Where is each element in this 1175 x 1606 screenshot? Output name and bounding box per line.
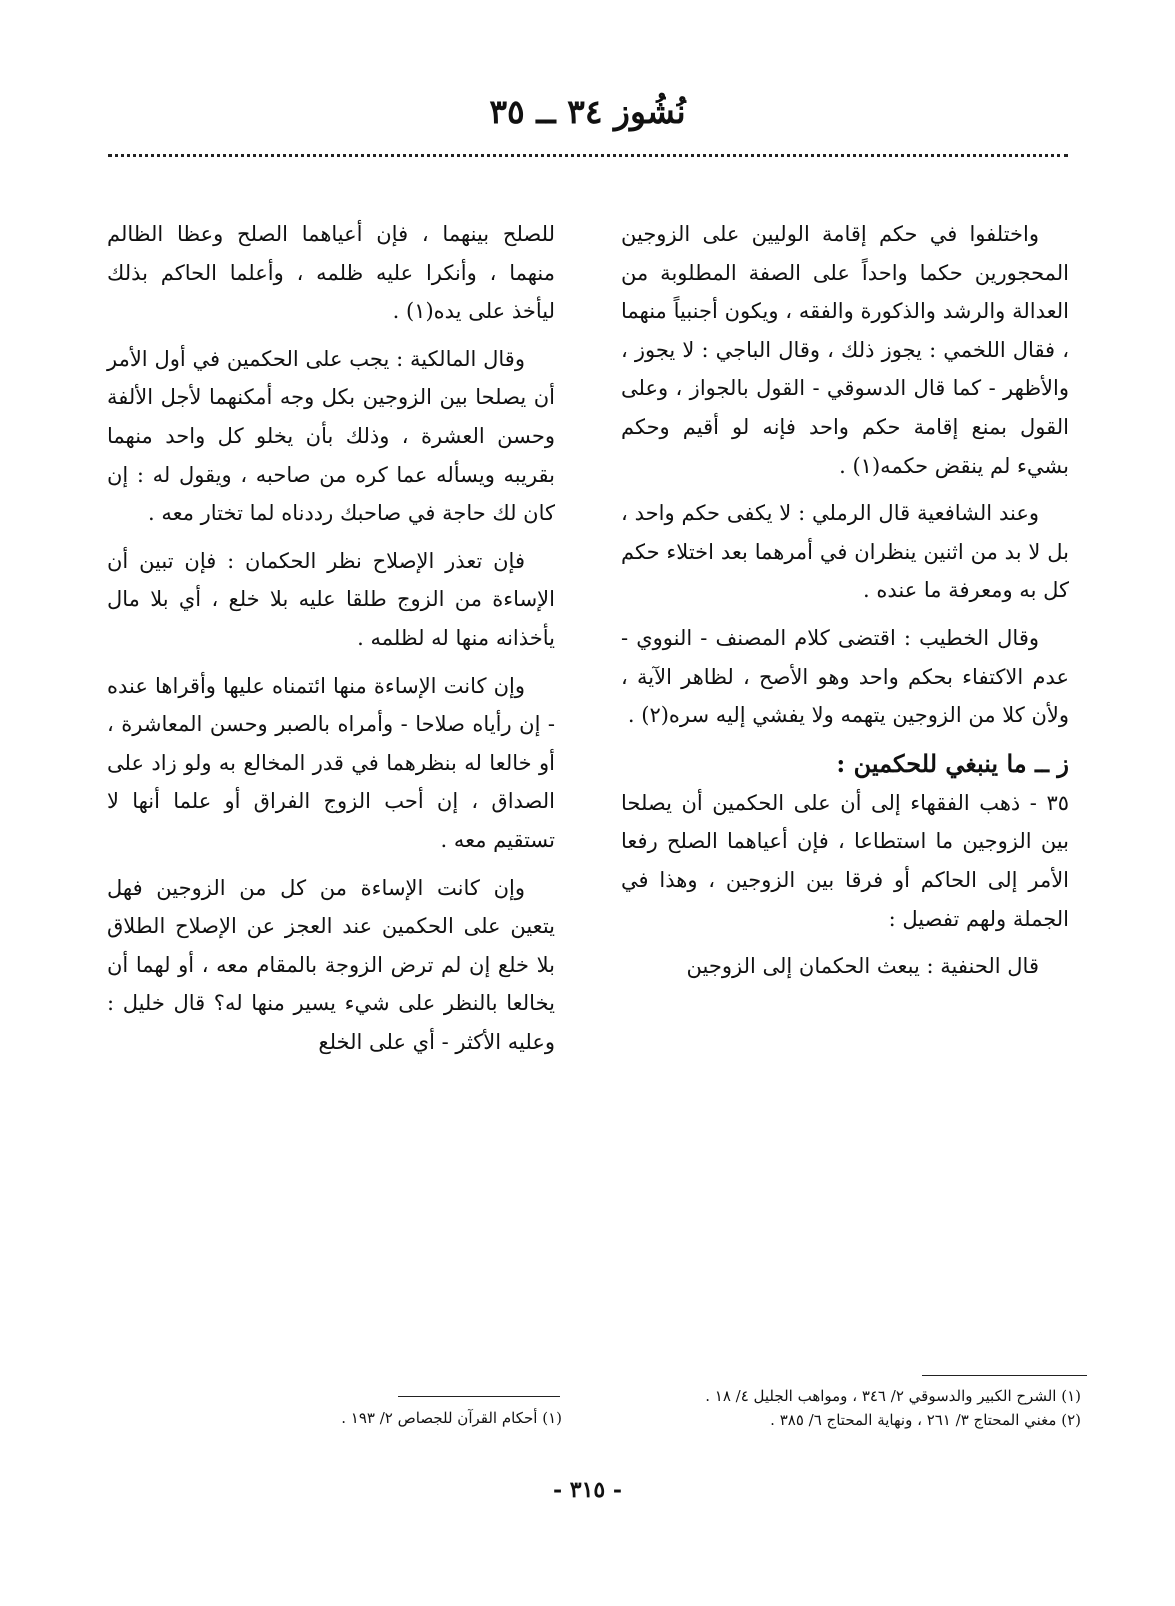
paragraph: للصلح بينهما ، فإن أعياهما الصلح وعظا الظالم منهما ، وأنكرا عليه ظلمه ، وأعلما الحاكم بذلك ليأخذ على يده(١) . bbox=[107, 222, 555, 324]
paragraph: قال الحنفية : يبعث الحكمان إلى الزوجين bbox=[686, 954, 1039, 979]
right-column bbox=[621, 215, 1069, 995]
footnote: (٢) مغني المحتاج ٣/ ٢٦١ ، ونهاية المحتاج ٦/ ٣٨٥ . bbox=[770, 1411, 1081, 1429]
footnotes-left bbox=[107, 1406, 562, 1430]
paragraph: وقال الخطيب : اقتضى كلام المصنف - النووي - عدم الاكتفاء بحكم واحد وهو الأصح ، لظاهر الآية ، ولأن كلا من الزوجين يتهمه ولا يفشي إليه سره(٢) . bbox=[621, 625, 1069, 728]
section-heading: ز ــ ما ينبغي للحكمين : bbox=[836, 748, 1069, 778]
footnote-rule bbox=[398, 1396, 560, 1397]
paragraph: وعند الشافعية قال الرملي : لا يكفى حكم واحد ، بل لا بد من اثنين ينظران في أمرهما بعد اختلاء حكم كل به ومعرفة ما عنده . bbox=[621, 501, 1069, 603]
paragraph: فإن تعذر الإصلاح نظر الحكمان : فإن تبين أن الإساءة من الزوج طلقا عليه بلا خلع ، أي بلا مال يأخذانه منها له لظلمه . bbox=[107, 548, 555, 650]
left-column bbox=[107, 215, 555, 1070]
paragraph: وإن كانت الإساءة منها ائتمناه عليها وأقراها عنده - إن رأياه صلاحا - وأمراه بالصبر وحسن المعاشرة ، أو خالعا له بنظرهما في قدر المخالع به ولو زاد على الصداق ، إن أحب الزوج الفراق أو علما أنها لا تستقيم معه . bbox=[107, 673, 555, 852]
paragraph: وقال المالكية : يجب على الحكمين في أول الأمر أن يصلحا بين الزوجين بكل وجه أمكنهما لأجل الألفة وحسن العشرة ، وذلك بأن يخلو كل واحد منهما بقريبه ويسأله عما كره من صاحبه ، ويقول له : إن كان لك حاجة في صاحبك رددناه لما تختار معه . bbox=[107, 346, 555, 526]
dotted-separator bbox=[108, 154, 1068, 157]
page-number: - ٣١٥ - bbox=[552, 1477, 623, 1503]
footnote-rule bbox=[922, 1375, 1087, 1376]
paragraph: وإن كانت الإساءة من كل من الزوجين فهل يتعين على الحكمين عند العجز عن الإصلاح الطلاق بلا خلع إن لم ترض الزوجة بالمقام معه ، أو لهما أن يخالعا بالنظر على شيء يسير منها له؟ قال خليل : وعليه الأكثر - أي على الخلع bbox=[107, 875, 555, 1054]
paragraph: ٣٥ - ذهب الفقهاء إلى أن على الحكمين أن يصلحا بين الزوجين ما استطاعا ، فإن أعياهما الصلح رفعا الأمر إلى الحاكم أو فرقا بين الزوجين ، وهذا في الجملة ولهم تفصيل : bbox=[621, 790, 1069, 931]
paragraph: واختلفوا في حكم إقامة الوليين على الزوجين المحجورين حكما واحداً على الصفة المطلوبة من العدالة والرشد والذكورة والفقه ، ويكون أجنبياً منهما ، فقال اللخمي : يجوز ذلك ، وقال الباجي : لا يجوز ، والأظهر - كما قال الدسوقي - القول بالجواز ، وعلى القول بمنع إقامة حكم واحد فإنه لو أقيم وحكم بشيء لم ينقض حكمه(١) . bbox=[621, 222, 1069, 478]
running-header: نُشُوز ٣٤ ــ ٣٥ bbox=[489, 92, 686, 131]
footnotes-right bbox=[621, 1384, 1081, 1432]
footnote: (١) الشرح الكبير والدسوقي ٢/ ٣٤٦ ، ومواهب الجليل ٤/ ١٨ . bbox=[705, 1387, 1081, 1405]
footnote: (١) أحكام القرآن للجصاص ٢/ ١٩٣ . bbox=[341, 1409, 562, 1427]
